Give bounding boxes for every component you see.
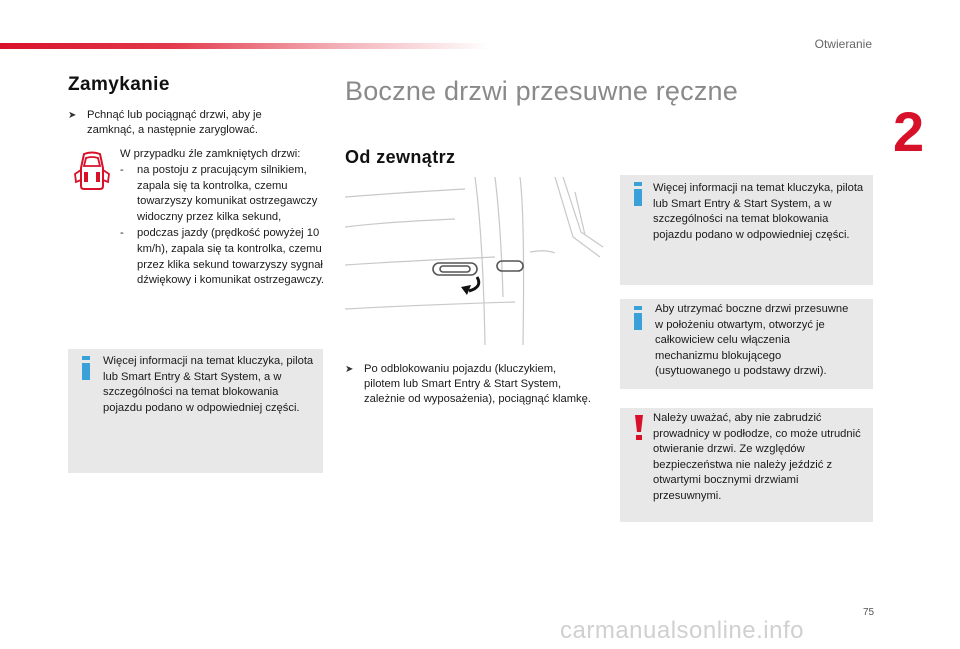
header-accent-bar bbox=[0, 43, 490, 49]
section-heading-closing: Zamykanie bbox=[68, 74, 170, 95]
info-icon bbox=[632, 181, 646, 207]
info-box-right-1-text: Więcej informacji na temat kluczyka, pilota lub Smart Entry & Start System, a w szczególności na temat blokowania pojazdu podano w odpowiedniej części. bbox=[653, 182, 864, 241]
door-warning-intro: W przypadku źle zamkniętych drzwi: bbox=[120, 148, 301, 160]
closing-instruction bbox=[68, 108, 308, 138]
door-warning-text bbox=[120, 147, 330, 289]
door-warning-item: - podczas jazdy (prędkość powyżej 10 km/h), zapala się ta kontrolka, czemu przez klika sekund towarzyszy sygnał dźwiękowy i komunikat ostrzegawczy. bbox=[120, 226, 324, 287]
section-heading-outside: Od zewnątrz bbox=[345, 147, 456, 167]
closing-instruction-text: Pchnąć lub pociągnąć drzwi, aby je zamknąć, a następnie zaryglować. bbox=[87, 109, 262, 136]
unlock-instruction bbox=[345, 362, 595, 407]
info-box-left bbox=[68, 349, 323, 473]
chapter-title: Otwieranie bbox=[814, 37, 872, 51]
warning-box-right-text: Należy uważać, aby nie zabrudzić prowadnicy w podłodze, co może utrudnić otwieranie drzwi. Ze względów bezpieczeństwa nie należy jeździć z otwartymi bocznymi drzwiami przesuwnymi. bbox=[653, 412, 861, 502]
info-icon bbox=[632, 305, 646, 331]
arrow-bullet-icon: ➤ bbox=[345, 364, 354, 375]
info-box-right-2-text: Aby utrzymać boczne drzwi przesuwne w położeniu otwartym, otworzyć je całkowiciew celu włączenia mechanizmu blokującego (usytuowanego u podstawy drzwi). bbox=[655, 303, 849, 378]
chapter-number: 2 bbox=[893, 100, 925, 163]
exclamation-warning-icon bbox=[632, 414, 646, 440]
page-title: Boczne drzwi przesuwne ręczne bbox=[345, 76, 738, 106]
sliding-door-handle-illustration bbox=[345, 177, 605, 347]
arrow-bullet-icon: ➤ bbox=[68, 110, 77, 121]
info-box-right-2 bbox=[620, 299, 873, 389]
warning-box-right bbox=[620, 408, 873, 522]
info-icon bbox=[80, 355, 94, 381]
unlock-instruction-text: Po odblokowaniu pojazdu (kluczykiem, pilotem lub Smart Entry & Start System, zależnie od wyposażenia), pociągnąć klamkę. bbox=[364, 363, 591, 405]
car-door-open-warning-icon bbox=[74, 150, 110, 192]
watermark: carmanualsonline.info bbox=[560, 617, 804, 644]
door-warning-item: - na postoju z pracującym silnikiem, zapala się ta kontrolka, czemu towarzyszy komunikat ostrzegawczy widoczny przez kilka sekund, bbox=[120, 163, 318, 224]
info-box-left-text: Więcej informacji na temat kluczyka, pilota lub Smart Entry & Start System, a w szczególności na temat blokowania pojazdu podano w odpowiedniej części. bbox=[103, 355, 314, 414]
page-number: 75 bbox=[863, 607, 875, 618]
info-box-right-1 bbox=[620, 175, 873, 285]
